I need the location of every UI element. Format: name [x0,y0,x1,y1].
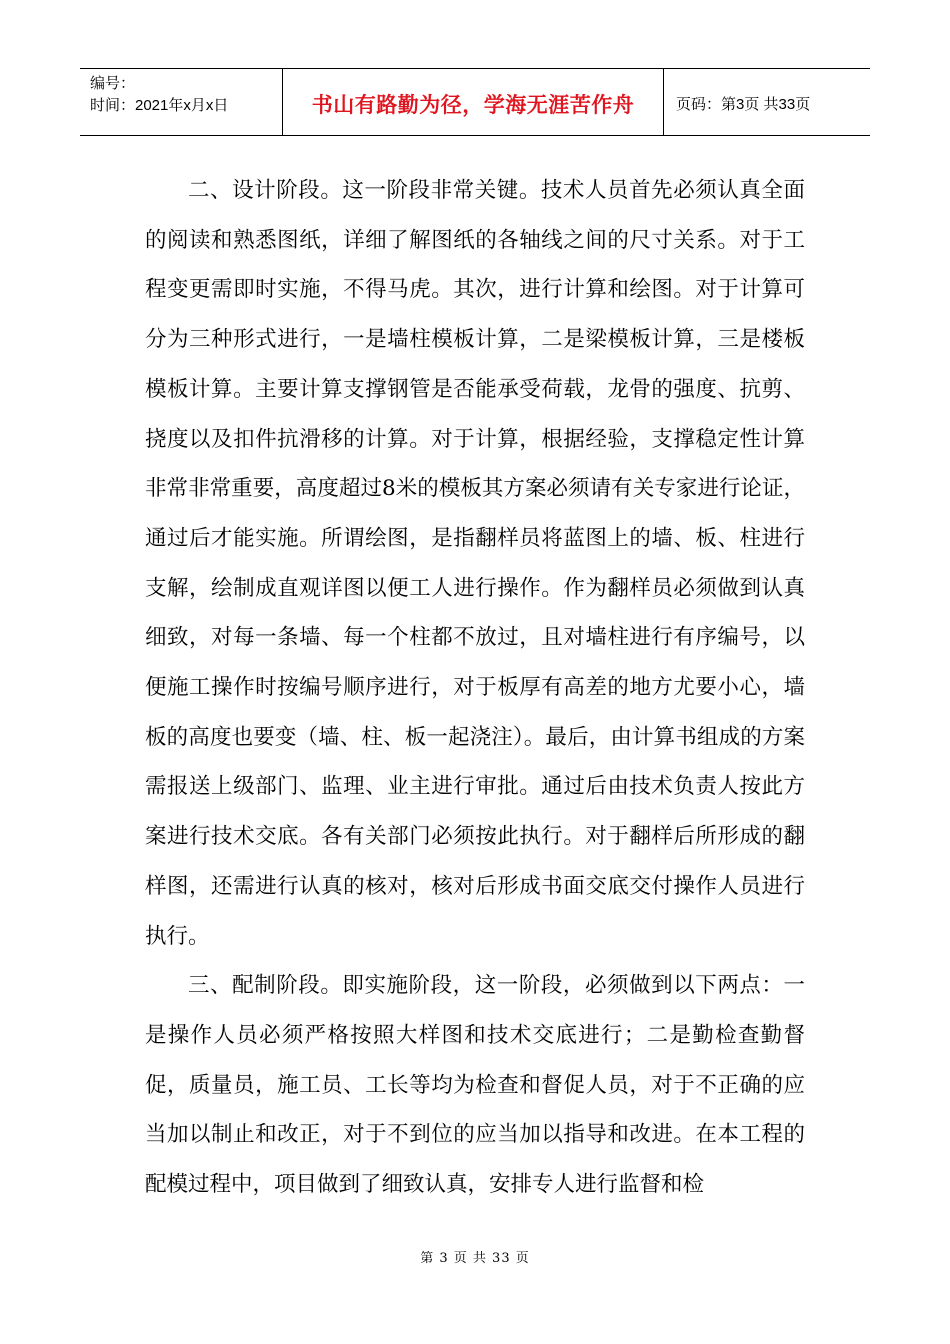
paragraph-design-stage: 二、设计阶段。这一阶段非常关键。技术人员首先必须认真全面的阅读和熟悉图纸，详细了解图纸的各轴线之间的尺寸关系。对于工程变更需即时实施，不得马虎。其次，进行计算和绘图。对于计算可分为三种形式进行，一是墙柱模板计算，二是梁模板计算，三是楼板模板计算。主要计算支撑钢管是否能承受荷载，龙骨的强度、抗剪、挠度以及扣件抗滑移的计算。对于计算，根据经验，支撑稳定性计算非常非常重要，高度超过8米的模板其方案必须请有关专家进行论证，通过后才能实施。所谓绘图，是指翻样员将蓝图上的墙、板、柱进行支解，绘制成直观详图以便工人进行操作。作为翻样员必须做到认真细致，对每一条墙、每一个柱都不放过，且对墙柱进行有序编号，以便施工操作时按编号顺序进行，对于板厚有高差的地方尤要小心，墙板的高度也要变（墙、柱、板一起浇注）。最后，由计算书组成的方案需报送上级部门、监理、业主进行审批。通过后由技术负责人按此方案进行技术交底。各有关部门必须按此执行。对于翻样后所形成的翻样图，还需进行认真的核对，核对后形成书面交底交付操作人员进行执行。 [145,178,805,949]
document-body [145,166,805,1210]
header-motto-cell [283,69,664,135]
document-date-label: 时间：2021年x月x日 [90,97,229,114]
header-motto: 书山有路勤为径，学海无涯苦作舟 [311,93,635,117]
header-meta [80,69,283,135]
page-footer: 第 3 页 共 33 页 [420,1251,530,1266]
page-header [80,68,870,136]
paragraph-fabrication-stage: 三、配制阶段。即实施阶段，这一阶段，必须做到以下两点：一是操作人员必须严格按照大样图和技术交底进行；二是勤检查勤督促，质量员，施工员、工长等均为检查和督促人员，对于不正确的应当加以制止和改正，对于不到位的应当加以指导和改进。在本工程的配模过程中，项目做到了细致认真，安排专人进行监督和检 [145,973,805,1198]
document-number-label: 编号： [90,75,136,92]
header-page-cell [664,69,870,135]
header-page-number: 页码：第3页 共33页 [676,96,811,113]
